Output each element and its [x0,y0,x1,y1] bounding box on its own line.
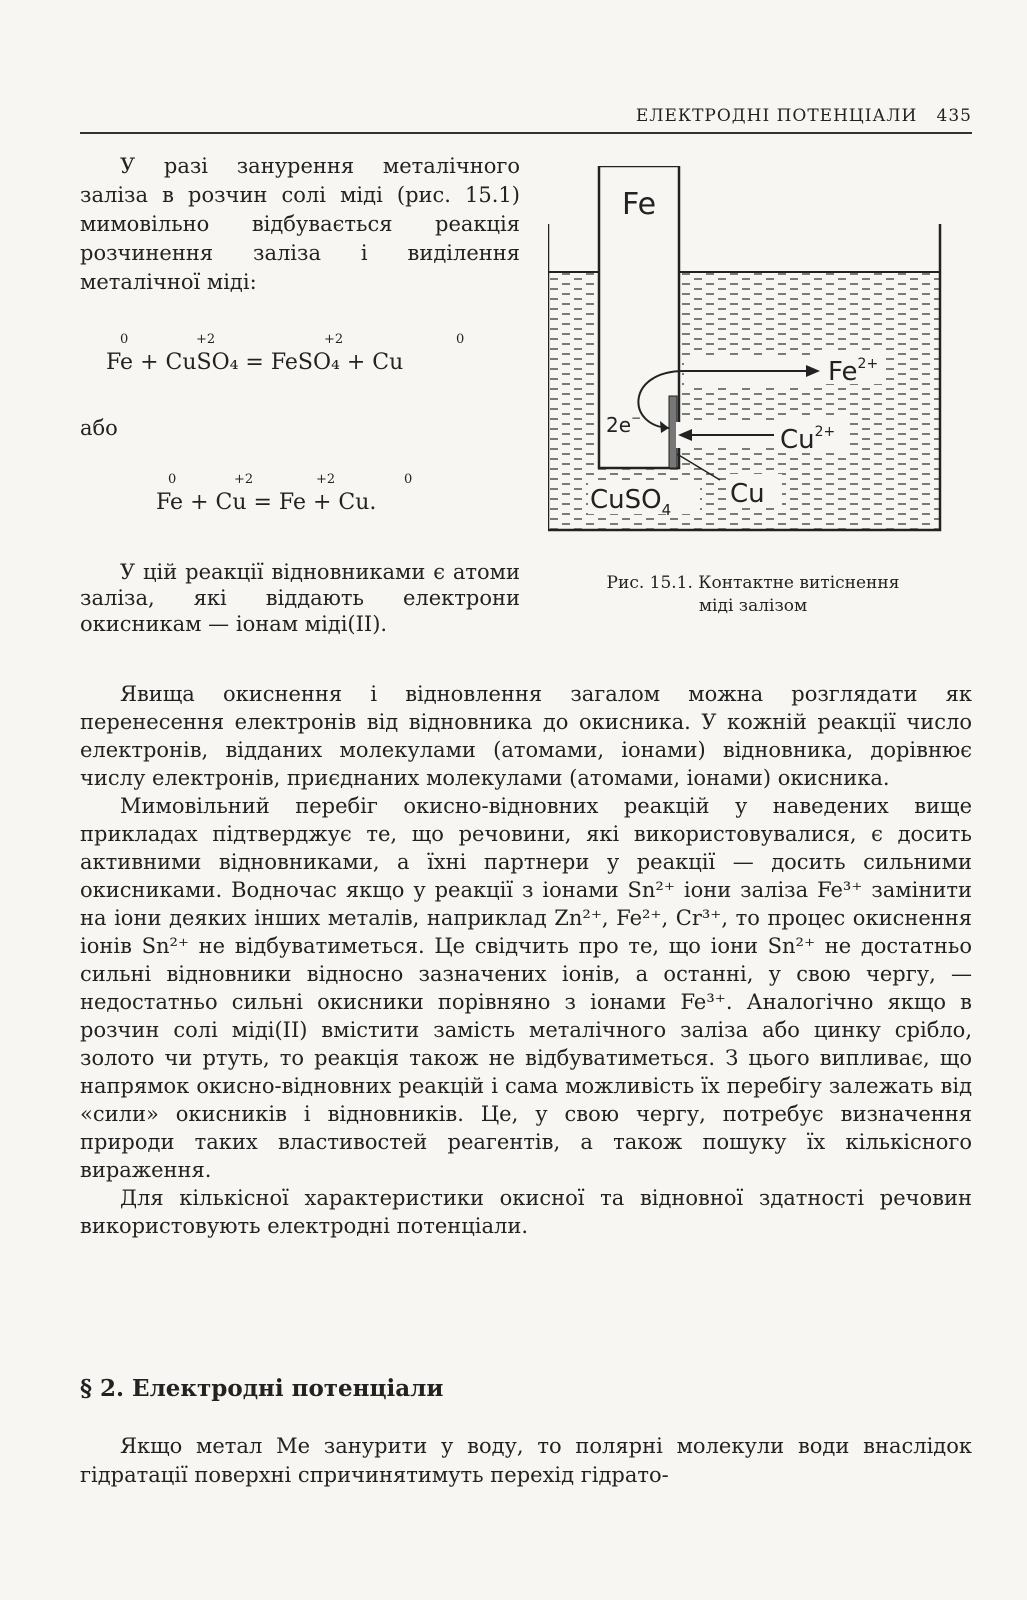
fe-ion-charge: 2+ [857,356,879,372]
ox-state-cu-right: 0 [456,332,465,347]
running-title: ЕЛЕКТРОДНІ ПОТЕНЦІАЛИ [635,106,918,126]
body-text [80,680,972,1240]
page-number: 435 [936,106,972,126]
ox-state-fe-right: +2 [324,332,344,347]
running-title-line [636,106,972,126]
abo-word: або [80,416,118,440]
ox-state-fe: 0 [120,332,129,347]
cuso4-label [590,485,671,519]
copper-deposit [669,396,677,468]
reducer-paragraph: У цій реакції відновниками є атоми заліза, які віддають електрони окисникам — іонам міді(II). [80,560,520,636]
equation-ionic [156,472,413,515]
paragraph-electrode-potentials-intro: Для кількісної характеристики окисної та відновної здатності речовин використовують електродні потенціали. [80,1186,972,1238]
section-heading: § 2. Електродні потенціали [80,1375,444,1402]
running-header [80,104,972,134]
ox-state-cu-right: 0 [404,472,413,487]
iron-plate-label: Fe [621,187,657,222]
figure-caption [548,572,958,618]
equation-ionic-text: Fe + Cu = Fe + Cu. [156,490,377,515]
intro-paragraph: У разі занурення металічного заліза в розчин солі міді (рис. 15.1) мимовільно відбувається реакція розчинення заліза і виділення металічної міді: [80,154,520,294]
electrons-charge: − [631,411,642,425]
intro-block [80,152,520,297]
tail-paragraph: Якщо метал Me занурити у воду, то полярні молекули води внаслідок гідратації поверхні спричинятимуть перехід гідрато- [80,1434,972,1487]
figure-diagram [548,166,958,546]
cu-ion-charge: 2+ [814,424,836,440]
paragraph-spontaneous-reactions: Мимовільний перебіг окисно-відновних реакцій у наведених вище прикладах підтверджує те, що речовини, які використовувалися, є досить активними відновниками, а їхні партнери у реакції — досить сильними окисниками. Водночас якщо у реакції з іонами Sn²⁺ іони заліза Fe³⁺ замінити на іони деяких інших металів, наприклад Zn²⁺, Fe²⁺, Cr³⁺, то процес окиснення іонів Sn²⁺ не відбуватиметься. Це свідчить про те, що іони Sn²⁺ не достатньо сильні відновники відносно зазначених іонів, а останні, у свою чергу, — недостатньо сильні окисники порівняно з іонами Fe³⁺. Аналогічно якщо в розчин солі міді(II) вмістити замість металічного заліза або цинку срібло, золото чи ртуть, то реакція також не відбуватиметься. З цього випливає, що напрямок окисно-відновних реакцій і сама можливість їх перебігу залежать від «сили» окисників і відновників. Це, у свою чергу, потребує визначення природи таких властивостей реагентів, а також пошуку їх кількісного вираження. [80,794,972,1182]
tail-block [80,1432,972,1490]
cu-label: Cu [730,479,765,509]
cu-ion-symbol: Cu [780,425,815,455]
ox-state-cu-left: +2 [234,472,254,487]
figure-15-1 [548,166,958,546]
cuso4-subscript: 4 [661,501,672,519]
equation-molecular [106,332,465,375]
caption-line-1: Рис. 15.1. Контактне витіснення [606,573,900,593]
equation-molecular-text: Fe + CuSO₄ = FeSO₄ + Cu [106,350,404,375]
ox-state-fe: 0 [168,472,177,487]
fe-ion-symbol: Fe [828,357,858,387]
electrons-symbol: 2e [606,413,632,437]
caption-line-2: міді залізом [698,596,808,616]
cuso4-symbol: CuSO [590,485,662,515]
ox-state-cu-left: +2 [196,332,216,347]
ox-state-fe-right: +2 [316,472,336,487]
reducer-paragraph-block [80,559,520,637]
paragraph-electron-transfer: Явища окиснення і відновлення загалом можна розглядати як перенесення електронів від відновника до окисника. У кожній реакції число електронів, відданих молекулами (атомами, іонами) відновника, дорівнює числу електронів, приєднаних молекулами (атомами, іонами) окисника. [80,682,972,790]
